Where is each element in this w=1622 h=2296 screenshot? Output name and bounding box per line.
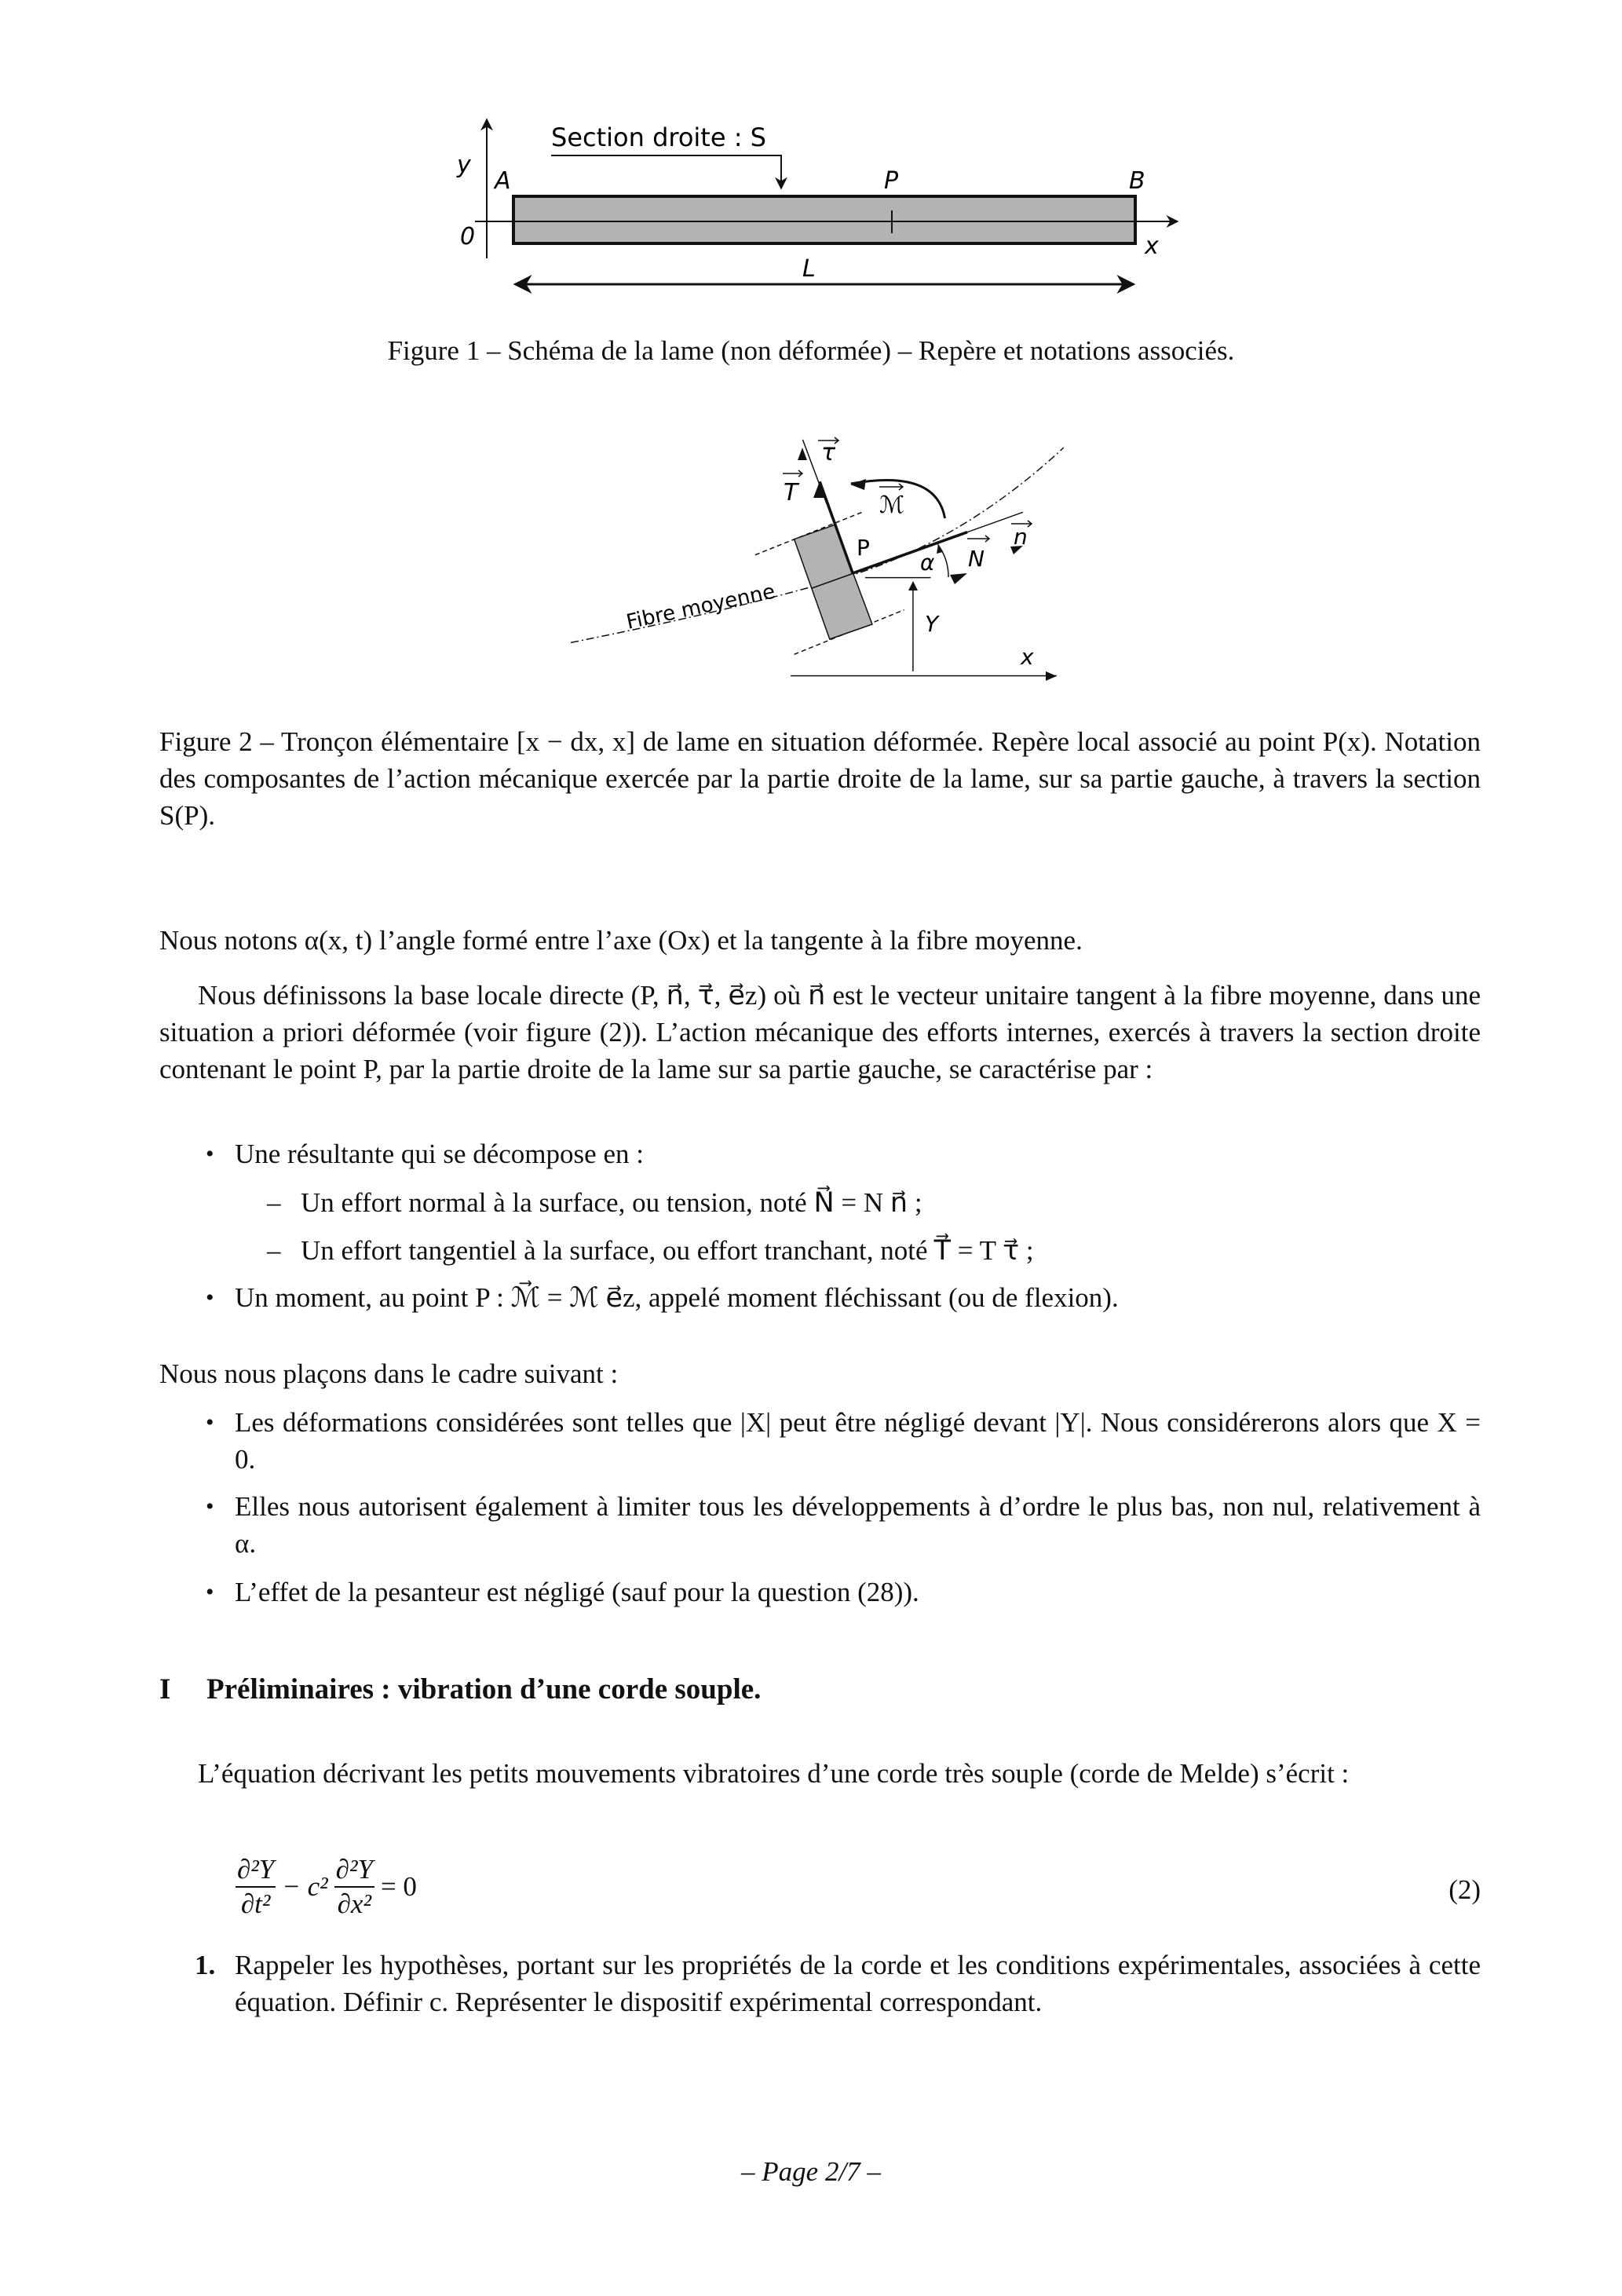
bullet-moment: Un moment, au point P : ℳ⃗ = ℳ e⃗z, appelé moment fléchissant (ou de flexion).: [235, 1282, 1119, 1313]
eq-den-2: ∂x²: [337, 1888, 371, 1919]
section-number: I: [159, 1673, 171, 1706]
bullet-icon: •: [206, 1493, 214, 1519]
dash-icon: –: [267, 1235, 281, 1266]
equation-wave: [236, 1853, 417, 1921]
eq-den-1: ∂t²: [240, 1888, 271, 1919]
equation-number: (2): [1448, 1874, 1481, 1905]
paragraph-equation-intro: L’équation décrivant les petits mouvements vibratoires d’une corde très souple (corde de Melde) s’écrit :: [198, 1758, 1350, 1789]
figure-2-caption: Figure 2 – Tronçon élémentaire [x − dx, x] de lame en situation déformée. Repère local associé au point P(x). Notation des composantes de l’action mécanique exercée par la partie droite de la lame, sur sa partie gauche, à travers la section S(P).: [159, 726, 1481, 831]
n-unit-label: n: [1014, 524, 1028, 550]
eq-num-2: ∂²Y: [334, 1853, 374, 1888]
point-a-label: A: [495, 167, 511, 195]
y-label: Y: [925, 611, 939, 637]
y-label: y: [457, 152, 471, 179]
length-label: L: [802, 255, 816, 283]
fibre-moyenne-label: Fibre moyenne: [624, 579, 777, 634]
moment-label: ℳ: [879, 492, 905, 519]
subbullet-normal-force: Un effort normal à la surface, ou tension, noté N⃗ = N n⃗ ;: [301, 1187, 922, 1218]
question-1-text: Rappeler les hypothèses, portant sur les propriétés de la corde et les conditions expérimentales, associées à cette équation. Définir c. Représenter le dispositif expérimental correspondant.: [235, 1950, 1481, 2017]
eq-middle: − c²: [282, 1871, 328, 1902]
section-title: Préliminaires : vibration d’une corde souple.: [206, 1673, 762, 1706]
alpha-label: α: [920, 550, 935, 576]
tau-label: τ: [821, 439, 836, 466]
bullet-gravity: L’effet de la pesanteur est négligé (sauf pour la question (28)).: [235, 1577, 919, 1607]
x-label: x: [1145, 232, 1159, 260]
bullet-deformations: Les déformations considérées sont telles que |X| peut être négligé devant |Y|. Nous considérerons alors que X = 0.: [235, 1407, 1481, 1475]
paragraph-framework: Nous nous plaçons dans le cadre suivant :: [159, 1358, 619, 1389]
paragraph-alpha-definition: Nous notons α(x, t) l’angle formé entre l’axe (Ox) et la tangente à la fibre moyenne.: [159, 925, 1083, 956]
x-label: x: [1021, 644, 1034, 670]
paragraph-local-basis: Nous définissons la base locale directe (P, n⃗, τ⃗, e⃗z) où n⃗ est le vecteur unitaire tangent à la fibre moyenne, dans une situation a priori déformée (voir figure (2)). L’action mécanique des efforts internes, exercés à travers la section droite contenant le point P, par la partie droite de la lame sur sa partie gauche, se caractérise par :: [159, 980, 1481, 1084]
bullet-developments: Elles nous autorisent également à limiter tous les développements à d’ordre le plus bas, non nul, relativement à α.: [235, 1491, 1481, 1559]
t-label: T: [784, 479, 798, 506]
point-b-label: B: [1129, 167, 1145, 195]
point-p-label: P: [884, 167, 899, 195]
figure-2-labels: [0, 0, 1622, 707]
page-footer: – Page 2/7 –: [741, 2156, 881, 2187]
subbullet-shear-force: Un effort tangentiel à la surface, ou effort tranchant, noté T⃗ = T τ⃗ ;: [301, 1235, 1034, 1266]
question-number: 1.: [195, 1950, 216, 1980]
p-label: P: [857, 535, 870, 561]
origin-label: 0: [460, 223, 476, 250]
n-force-label: N: [968, 546, 985, 572]
dash-icon: –: [267, 1187, 281, 1218]
bullet-icon: •: [206, 1579, 214, 1605]
bullet-resultante: Une résultante qui se décompose en :: [235, 1139, 644, 1169]
eq-rhs: = 0: [380, 1871, 417, 1902]
eq-num-1: ∂²Y: [236, 1853, 276, 1888]
figure-1-caption: Figure 1 – Schéma de la lame (non déformée) – Repère et notations associés.: [387, 335, 1235, 366]
section-label: Section droite : S: [551, 122, 766, 152]
bullet-icon: •: [206, 1285, 214, 1311]
bullet-icon: •: [206, 1141, 214, 1167]
bullet-icon: •: [206, 1409, 214, 1435]
